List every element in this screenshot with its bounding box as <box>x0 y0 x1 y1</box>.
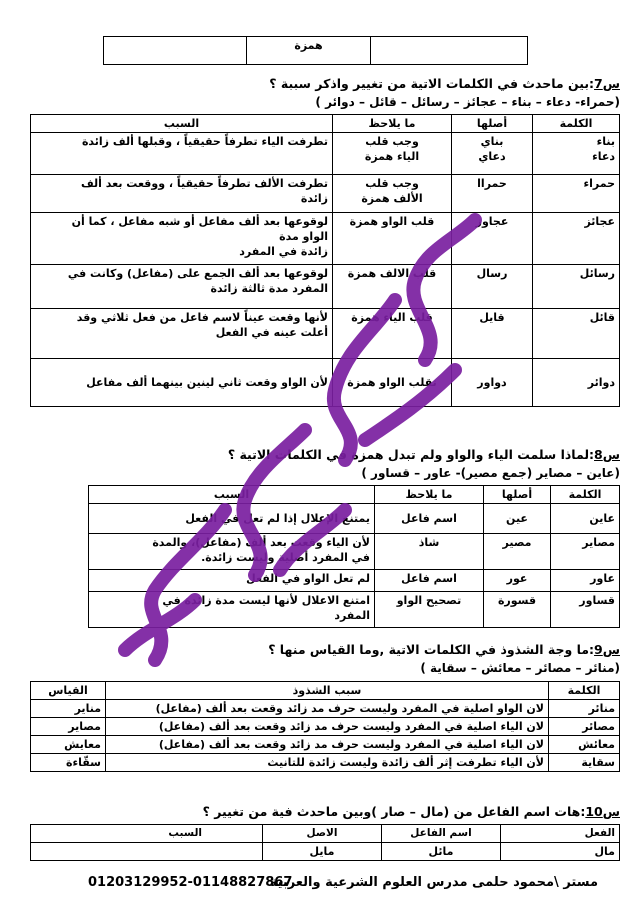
cell-standard: سقّاءة <box>31 754 106 772</box>
header-origin: الاصل <box>263 825 382 843</box>
cell-note: وجب قلب الياء همزة <box>333 133 452 175</box>
cell-word: سقاية <box>549 754 620 772</box>
cell-reason: لان الواو اصلية في المفرد وليست حرف مد زائد وقعت بعد ألف (مفاعل) <box>106 700 549 718</box>
cell-origin: دواور <box>452 359 533 407</box>
cell-origin: قسورة <box>484 592 551 628</box>
question-8-words: (عاين – مصاير (جمع مصير)- عاور – قساور ) <box>361 466 620 480</box>
question-7-words: (حمراء- دعاء – بناء – عجائز – رسائل – قائل – دوائر ) <box>315 95 620 109</box>
cell-word: منائر <box>549 700 620 718</box>
cell-reason: تطرفت الألف تطرفاً حقيقياً ، ووقعت بعد ألف زائدة <box>31 175 333 213</box>
question-10 <box>203 804 620 819</box>
header-note: ما يلاحظ <box>375 486 484 504</box>
table-row <box>31 754 620 772</box>
cell-note: قلب الواو همزة <box>333 213 452 265</box>
cell-word: قساور <box>551 592 620 628</box>
cell-word: قائل <box>533 309 620 359</box>
cell-reason: امتنع الاعلال لأنها ليست مدة زائدة في المفرد <box>89 592 375 628</box>
question-10-text: :هات اسم الفاعل من (مال – صار )وبين ماحدث فية من تغيير ؟ <box>202 804 586 819</box>
table-q7 <box>30 114 620 407</box>
cell-word: مصاير <box>551 534 620 570</box>
cell-origin: عين <box>484 504 551 534</box>
question-8-text: :لماذا سلمت الياء والواو ولم تبدل همزة في الكلمات الاتية ؟ <box>227 447 595 462</box>
cell-note: تصحيح الواو <box>375 592 484 628</box>
question-9-text: :ما وجة الشذوذ في الكلمات الاتية ,وما القياس منها ؟ <box>268 642 595 657</box>
table-row <box>31 265 620 309</box>
header-verb: الفعل <box>501 825 620 843</box>
table-row <box>31 718 620 736</box>
cell-word: عاور <box>551 570 620 592</box>
question-9-words: (منائر – مصائر – معائش – سقاية ) <box>420 661 620 675</box>
cell-reason: لأن الواو وقعت ثاني لينين بينهما ألف مفاعل <box>31 359 333 407</box>
cell-word: دوائر <box>533 359 620 407</box>
table-row <box>31 175 620 213</box>
cell-word: معائش <box>549 736 620 754</box>
header-word: الكلمة <box>549 682 620 700</box>
cell-word: بناء دعاء <box>533 133 620 175</box>
table-row <box>89 504 620 534</box>
cell-standard: معايش <box>31 736 106 754</box>
cell-word: رسائل <box>533 265 620 309</box>
cell-note: وجب قلب الألف همزة <box>333 175 452 213</box>
cell-origin: رسال <box>452 265 533 309</box>
header-origin: أصلها <box>484 486 551 504</box>
header-reason: سبب الشذوذ <box>106 682 549 700</box>
table-q9-header <box>31 682 620 700</box>
table-row <box>31 213 620 265</box>
footer <box>0 875 638 897</box>
cell-participle: مائل <box>382 843 501 861</box>
header-origin: أصلها <box>452 115 533 133</box>
table-q8 <box>88 485 620 628</box>
cell-origin: بناي دعاي <box>452 133 533 175</box>
table-row <box>89 534 620 570</box>
cell-origin: قايل <box>452 309 533 359</box>
cell-note: قلب الالف همزة <box>333 265 452 309</box>
header-word: الكلمة <box>551 486 620 504</box>
cell-origin: حمراا <box>452 175 533 213</box>
cell-reason: لوقوعها بعد ألف مفاعل أو شبه مفاعل ، كما أن الواو مدة زائدة في المفرد <box>31 213 333 265</box>
cell-reason: لوقوعها بعد ألف الجمع على (مفاعل) وكانت في المفرد مدة ثالثة زائدة <box>31 265 333 309</box>
question-8 <box>228 447 620 462</box>
header-standard: القياس <box>31 682 106 700</box>
table-row <box>89 570 620 592</box>
header-reason: السبب <box>89 486 375 504</box>
question-10-number: س10 <box>585 804 620 819</box>
footer-phone: 01203129952-01148827867 <box>88 875 293 890</box>
cell-origin: مايل <box>263 843 382 861</box>
question-9 <box>268 642 620 657</box>
cell-reason: لم تعل الواو في الفعل <box>89 570 375 592</box>
header-participle: اسم الفاعل <box>382 825 501 843</box>
cell-origin: مصير <box>484 534 551 570</box>
question-8-number: س8 <box>594 447 620 462</box>
cell-note: شاذ <box>375 534 484 570</box>
header-reason: السبب <box>31 825 263 843</box>
cell-origin: عور <box>484 570 551 592</box>
table-row <box>31 133 620 175</box>
header-word: الكلمة <box>533 115 620 133</box>
question-7-text: :بين ماحدث في الكلمات الاتية من تغيير واذكر سببة ؟ <box>269 76 595 91</box>
cell-verb: مال <box>501 843 620 861</box>
cell-word: عجائز <box>533 213 620 265</box>
question-9-number: س9 <box>594 642 620 657</box>
cell-word: عاين <box>551 504 620 534</box>
table-q9 <box>30 681 620 772</box>
top-word-cell: همزة <box>247 37 371 65</box>
table-row <box>31 359 620 407</box>
table-row <box>31 309 620 359</box>
top-table <box>103 36 528 65</box>
cell-word: مصائر <box>549 718 620 736</box>
cell-note: تقلب الواو همزة <box>333 359 452 407</box>
cell-word: حمراء <box>533 175 620 213</box>
cell-reason: لأن الياء وقعت بعد ألف (مفاعل)، والمدة في المفرد أصلية وليست زائدة. <box>89 534 375 570</box>
cell-note: اسم فاعل <box>375 570 484 592</box>
cell-reason: لان الياء اصلية في المفرد وليست حرف مد زائد وقعت بعد ألف (مفاعل) <box>106 718 549 736</box>
header-note: ما يلاحظ <box>333 115 452 133</box>
table-q10-header <box>31 825 620 843</box>
cell-standard: مناير <box>31 700 106 718</box>
cell-reason: لأن الياء تطرفت إثر ألف زائدة وليست زائدة للتانيث <box>106 754 549 772</box>
table-row <box>89 592 620 628</box>
cell-reason: تطرفت الياء تطرفاً حقيقياً ، وقبلها ألف زائدة <box>31 133 333 175</box>
question-7 <box>269 76 620 91</box>
cell-reason <box>31 843 263 861</box>
question-7-number: س7 <box>594 76 620 91</box>
cell-note: قلب الياء همزة <box>333 309 452 359</box>
table-q8-header <box>89 486 620 504</box>
cell-note: اسم فاعل <box>375 504 484 534</box>
cell-origin: عجاوز <box>452 213 533 265</box>
table-row <box>31 843 620 861</box>
cell-reason: لأنها وقعت عيناً لاسم فاعل من فعل ثلاثي وقد أعلت عينه في الفعل <box>31 309 333 359</box>
table-q7-header <box>31 115 620 133</box>
cell-standard: مصاير <box>31 718 106 736</box>
cell-reason: لان الياء اصلية في المفرد وليست حرف مد زائد وقعت بعد ألف (مفاعل) <box>106 736 549 754</box>
table-q10 <box>30 824 620 861</box>
cell-reason: يمتنع الإعلال إذا لم تعل في الفعل <box>89 504 375 534</box>
header-reason: السبب <box>31 115 333 133</box>
table-row <box>31 700 620 718</box>
footer-teacher: مستر \محمود حلمى مدرس العلوم الشرعية والعربية <box>269 875 598 890</box>
table-row <box>31 736 620 754</box>
